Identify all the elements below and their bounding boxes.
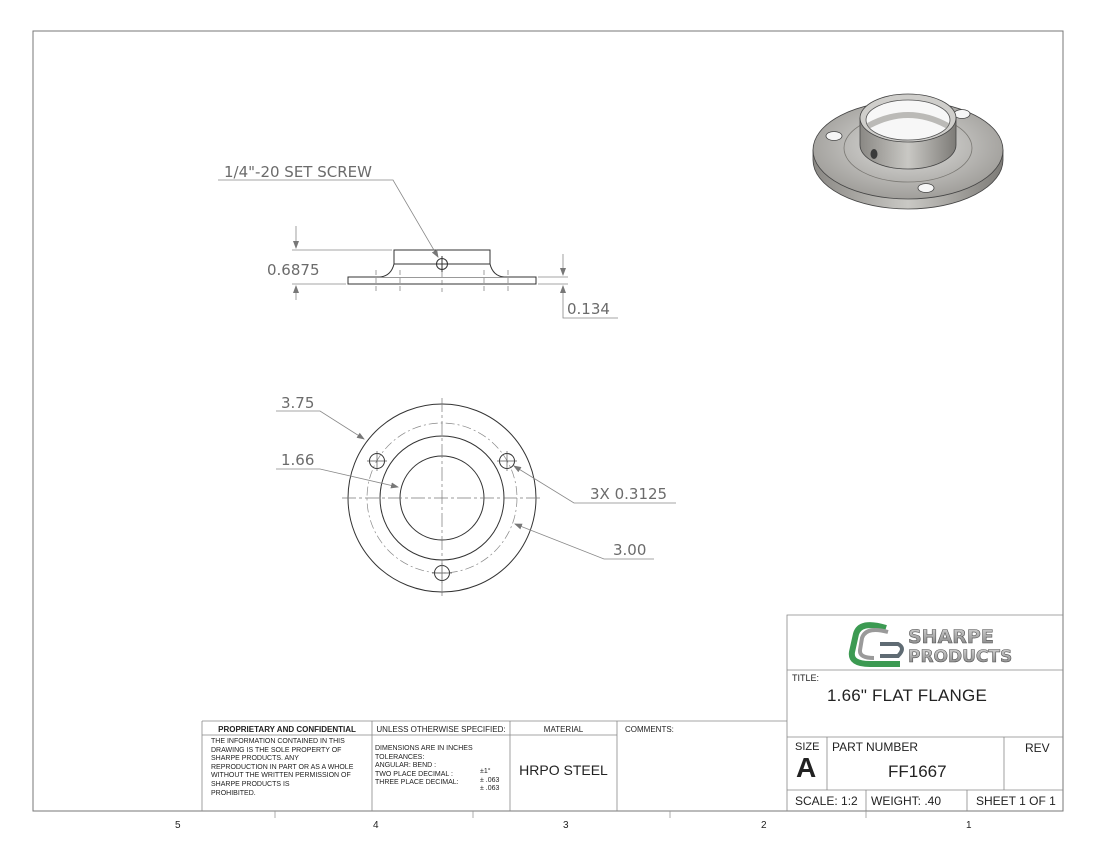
proprietary-line: SHARPE PRODUCTS IS [211, 780, 290, 788]
tolerance-values [480, 768, 510, 794]
bolt-circle-dimension: 3.00 [613, 541, 647, 559]
zone-label: 5 [175, 820, 181, 831]
part-number: FF1667 [888, 762, 947, 781]
inner-diameter-dimension: 1.66 [281, 451, 315, 469]
tolerance-value: ± .063 [480, 776, 500, 784]
zone-label: 1 [966, 820, 972, 831]
title-label: TITLE: [792, 673, 820, 683]
proprietary-line: SHARPE PRODUCTS. ANY [211, 755, 299, 763]
proprietary-line: PROHIBITED. [211, 789, 256, 797]
proprietary-line: DRAWING IS THE SOLE PROPERTY OF [211, 746, 342, 754]
tolerance-value: ± .063 [480, 785, 500, 793]
sheet-field: SHEET 1 OF 1 [976, 794, 1056, 808]
zone-ticks [275, 811, 866, 818]
hole-dimension: 3X 0.3125 [590, 485, 668, 503]
zone-label: 4 [373, 820, 379, 831]
scale-field: SCALE: 1:2 [795, 794, 858, 808]
material-value: HRPO STEEL [519, 762, 608, 778]
proprietary-line: REPRODUCTION IN PART OR AS A WHOLE [211, 763, 354, 771]
logo-text-line2: PRODUCTS [908, 647, 1013, 667]
weight-field: WEIGHT: .40 [871, 794, 942, 808]
tolerance-line: DIMENSIONS ARE IN INCHES [375, 745, 473, 752]
rev-label: REV [1025, 741, 1050, 755]
tolerance-value: ±1° [480, 768, 491, 775]
tolerances-notes [375, 745, 475, 788]
tolerance-line: TOLERANCES: [375, 753, 425, 761]
zone-label: 3 [563, 820, 569, 831]
tolerance-line: THREE PLACE DECIMAL: [375, 779, 459, 787]
zone-label: 2 [761, 820, 767, 831]
top-view [342, 398, 542, 598]
thickness-dimension: 0.134 [567, 300, 610, 318]
isometric-view [813, 94, 1003, 209]
proprietary-heading: PROPRIETARY AND CONFIDENTIAL [218, 725, 356, 734]
tolerances-heading: UNLESS OTHERWISE SPECIFIED: [376, 725, 506, 734]
side-view-dimensions [218, 180, 618, 318]
sharpe-products-logo [852, 625, 1012, 667]
material-heading: MATERIAL [543, 725, 584, 734]
part-number-label: PART NUMBER [832, 740, 919, 754]
drawing-title: 1.66" FLAT FLANGE [827, 686, 987, 705]
side-view [348, 250, 536, 292]
tolerance-line: TWO PLACE DECIMAL : [375, 770, 453, 778]
logo-text-line1: SHARPE [908, 626, 994, 648]
height-dimension: 0.6875 [267, 261, 320, 279]
proprietary-line: WITHOUT THE WRITTEN PERMISSION OF [211, 772, 351, 780]
outer-diameter-dimension: 3.75 [281, 394, 315, 412]
size-value: A [796, 752, 817, 783]
proprietary-notice [211, 738, 371, 798]
comments-heading: COMMENTS: [625, 725, 674, 734]
size-label: SIZE [795, 741, 820, 753]
set-screw-callout: 1/4"-20 SET SCREW [224, 163, 372, 181]
proprietary-line: THE INFORMATION CONTAINED IN THIS [211, 738, 345, 745]
tolerance-line: ANGULAR: BEND : [375, 762, 437, 770]
